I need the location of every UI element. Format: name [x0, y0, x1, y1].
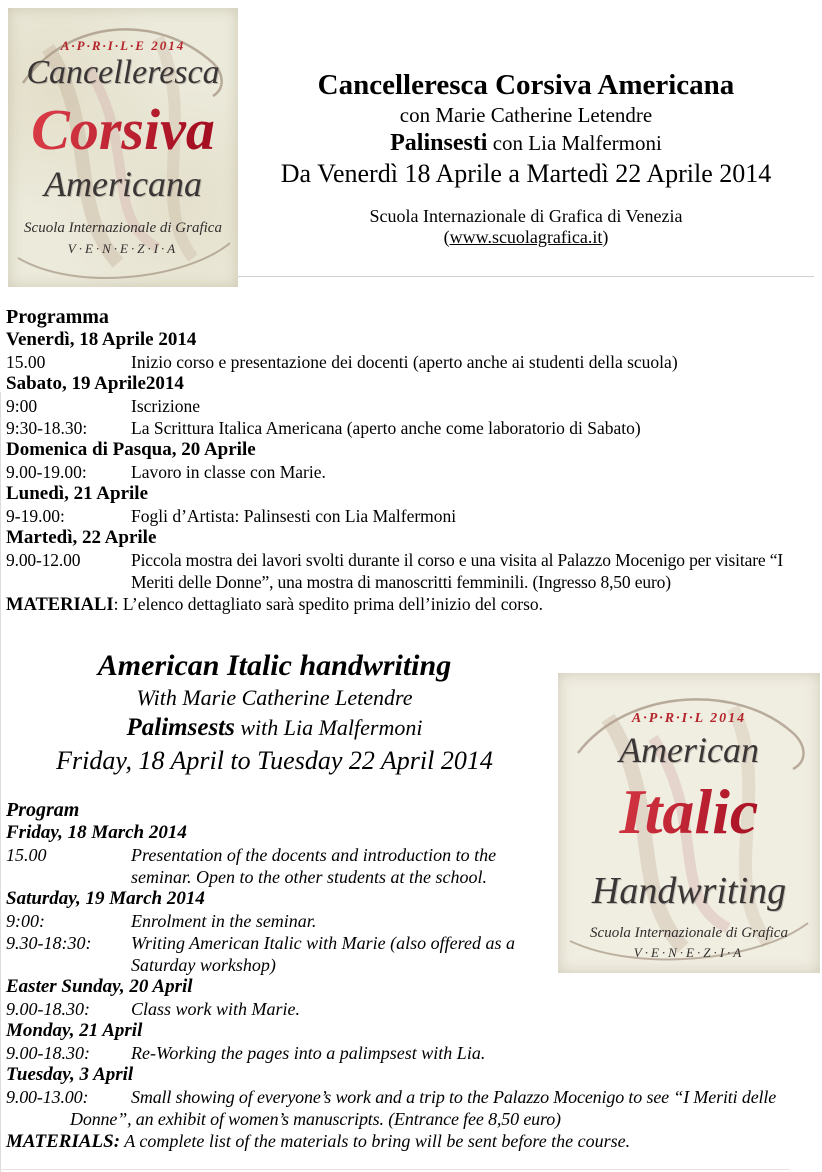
desc-cell: Piccola mostra dei lavori svolti durante il corso e una visita al Palazzo Mocenigo per visitare “I Meriti delle Donne”, una mostra di manoscritti femminili. (Ingresso 8,50 euro) [131, 550, 784, 592]
poster-city-label: V·E·N·E·Z·I·A [633, 945, 745, 960]
day-heading: Lunedì, 21 Aprile [6, 483, 148, 504]
schedule-row [6, 461, 812, 483]
materials-text: A complete list of the materials to bring will be sent before the course. [120, 1131, 631, 1151]
materials-line-italian [6, 593, 812, 616]
time-cell: 15.00 [6, 352, 46, 372]
time-cell: 9.00-19.00: [6, 462, 87, 482]
materials-label: MATERIALI [6, 595, 114, 615]
day-heading: Sabato, 19 Aprile2014 [6, 373, 184, 394]
page-edge-line-bottom [0, 1169, 790, 1170]
desc-cell: Class work with Marie. [131, 999, 301, 1019]
day-heading: Domenica di Pasqua, 20 Aprile [6, 439, 256, 460]
poster-school-label: Scuola Internazionale di Grafica [590, 925, 788, 941]
program-italian-heading: Programma [6, 306, 109, 328]
day-heading: Martedì, 22 Aprile [6, 527, 157, 548]
poster-word-americana: Americana [44, 164, 202, 204]
poster-city-label: V·E·N·E·Z·I·A [67, 241, 179, 256]
poster-school-label: Scuola Internazionale di Grafica [24, 220, 222, 236]
poster-word-american: American [619, 730, 759, 770]
poster-english-calligraphy-image [558, 673, 820, 973]
poster-word-corsiva: Corsiva [8, 96, 238, 163]
course-palinsesti-line [238, 128, 814, 158]
schedule-row [6, 351, 812, 373]
english-course-dates: Friday, 18 April to Tuesday 22 April 2014 [56, 746, 493, 775]
day-heading: Monday, 21 April [6, 1020, 143, 1041]
time-cell: 9:00 [6, 396, 38, 416]
poster-month-label: A·P·R·I·L 2014 [631, 711, 747, 726]
school-website-line [238, 227, 814, 248]
palinsesti-rest: con Lia Malfermoni [487, 131, 662, 155]
time-cell: 9.00-18.30: [6, 1043, 90, 1063]
palimsests-bold: Palimsests [126, 714, 235, 741]
poster-italian-calligraphy-image [8, 8, 238, 287]
poster-word-handwriting: Handwriting [591, 870, 787, 912]
schedule-row [6, 505, 812, 527]
day-heading: Friday, 18 March 2014 [6, 822, 187, 843]
time-cell: 9.00-13.00: [6, 1087, 89, 1107]
paren-open: ( [443, 227, 450, 247]
english-header-block [6, 648, 543, 778]
schedule-row [6, 417, 812, 439]
materials-text: : L’elenco dettagliato sarà spedito prima dell’inizio del corso. [113, 594, 544, 614]
flyer-header [0, 0, 822, 287]
time-cell: 9.30-18:30: [6, 933, 92, 953]
palinsesti-bold: Palinsesti [390, 130, 488, 156]
page-edge-line-left [0, 392, 1, 1172]
schedule-row [6, 1042, 820, 1064]
header-text-block [238, 8, 814, 277]
school-name: Scuola Internazionale di Grafica di Venezia [369, 206, 683, 226]
poster-month-label: A·P·R·I·L·E 2014 [60, 38, 186, 53]
schedule-row [6, 395, 812, 417]
time-cell: 9:00: [6, 911, 45, 931]
desc-cell: Iscrizione [131, 396, 200, 416]
schedule-row [6, 1086, 820, 1130]
desc-cell: Small showing of everyone’s work and a trip to the Palazzo Mocenigo to see “I Meriti delle Donne”, an exhibit of women’s manuscripts. (Entrance fee 8,50 euro) [70, 1087, 777, 1129]
day-heading: Easter Sunday, 20 April [6, 976, 193, 997]
course-dates: Da Venerdì 18 Aprile a Martedì 22 Aprile 2014 [280, 159, 772, 188]
school-website-link[interactable]: www.scuolagrafica.it [449, 227, 603, 247]
poster-word-italic: Italic [558, 775, 820, 849]
desc-cell: Inizio corso e presentazione dei docenti (aperto anche ai studenti della scuola) [131, 352, 678, 372]
paren-close: ) [602, 227, 609, 247]
english-course-title: American Italic handwriting [97, 649, 452, 682]
schedule-row [6, 549, 812, 593]
desc-cell: Fogli d’Artista: Palinsesti con Lia Malfermoni [131, 506, 457, 526]
schedule-row [6, 998, 820, 1020]
course-teacher: con Marie Catherine Letendre [399, 103, 653, 127]
desc-cell: La Scrittura Italica Americana (aperto anche come laboratorio di Sabato) [131, 418, 641, 438]
program-english-heading: Program [6, 799, 80, 821]
program-italian [6, 305, 812, 616]
desc-cell: Re-Working the pages into a palimpsest with Lia. [131, 1043, 486, 1063]
materials-line-english [6, 1130, 820, 1153]
materials-label: MATERIALS: [6, 1131, 121, 1152]
time-cell: 9.00-18.30: [6, 999, 90, 1019]
palimsests-rest: with Lia Malfermoni [234, 715, 423, 740]
poster-word-cancelleresca: Cancelleresca [26, 54, 220, 91]
desc-cell: Lavoro in classe con Marie. [131, 462, 326, 482]
time-cell: 15.00 [6, 845, 47, 865]
time-cell: 9-19.00: [6, 506, 65, 526]
desc-cell: Presentation of the docents and introduction to the seminar. Open to the other students at the school. [131, 845, 497, 887]
english-course-teacher: With Marie Catherine Letendre [136, 685, 413, 710]
course-title: Cancelleresca Corsiva Americana [317, 69, 735, 101]
time-cell: 9.00-12.00 [6, 550, 81, 570]
desc-cell: Writing American Italic with Marie (also offered as a Saturday workshop) [131, 933, 515, 975]
time-cell: 9:30-18.30: [6, 418, 88, 438]
day-heading: Tuesday, 3 April [6, 1064, 134, 1085]
day-heading: Venerdì, 18 Aprile 2014 [6, 329, 197, 350]
day-heading: Saturday, 19 March 2014 [6, 888, 205, 909]
program-english-section [6, 648, 820, 1153]
english-palimsests-line [6, 712, 543, 744]
desc-cell: Enrolment in the seminar. [131, 911, 317, 931]
